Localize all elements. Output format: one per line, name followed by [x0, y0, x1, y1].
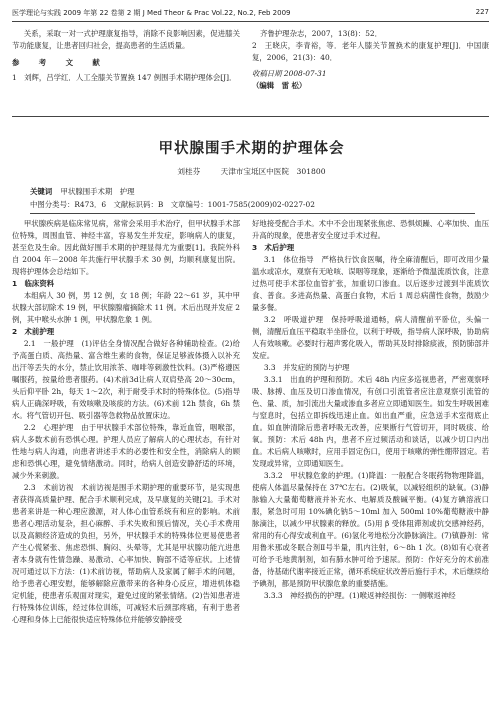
references-heading: 参 考 文 献 — [12, 58, 106, 67]
paragraph: 3.3 并发症的预防与护理 — [263, 363, 350, 372]
page-number: 227 — [475, 8, 489, 16]
author-name: 刘桂芬 — [177, 167, 201, 176]
paragraph: 3.3.2 甲状腺危象的护理。(1)降温：一般配合冬眠药物物理降温，使病人体温尽量保持在 37℃左右。(2)吸氧，以减轻组织的缺氧。(3)静脉输入大量葡萄糖液并补充水、电解质及酸碱平衡。(4)复方碘溶液口服，紧急时可用 10%碘化钠5～10ml 加入 500ml 10%葡萄糖液中静脉滴注，以减少甲状腺素的释放。(5)用 β 受体阻滞剂或抗交感神经药，常用的有心得安或利血平。(6)氢化考地松分次静脉滴注。(7)镇静剂：常用鲁米那或冬眠合剂Ⅱ号半量，肌内注射，6～8h 1 次。(8)如有心衰者可给予毛地黄制剂，如有肺水肿可给予速尿。预防：作好充分的术前准备，待基础代谢率接近正常，循环系统症状改善后施行手术，术后继续给予碘剂，都是预防甲状腺危象的重要措施。 — [252, 471, 489, 588]
top-left-block — [12, 28, 240, 84]
article-divider — [12, 116, 489, 117]
previous-article-tail: 关系，采取一对一式护理康复指导，消除不良影响因素，促进膝关节功能康复，让患者回归社会，提高患者的生活质量。 — [12, 29, 240, 50]
reference-1-cont: 齐鲁护理杂志，2007，13(8)：52． — [260, 29, 382, 38]
reference-2: 2 王晓庆，李青裕，等．老年人膝关节置换术的康复护理[J]．中国康复，2006，21(3)：40． — [252, 41, 489, 62]
received-date: 收稿日期 2008-07-31 — [252, 69, 327, 78]
paragraph: 3.1 体位指导 严格执行饮食医嘱，待全麻清醒后，即可改用少量温水或凉水，观察有无呛咳、误咽等现象，逐渐给予微温流质饮食，注意过热可使手术部位血管扩张，加重切口渗血。以后逐步过渡到半流质饮食、普食。多进高热量、高蛋白食物，术后 1 周总病菌性食物，鼓励少量多餐。 — [252, 255, 489, 312]
paragraph: 3.3.3 神经损伤的护理。(1)喉返神经损伤：一侧喉返神经 — [263, 591, 456, 600]
left-column — [12, 218, 240, 626]
paragraph: 2.1 一般护理 (1)评估全身情况配合做好各种辅助检查。(2)给予高蛋白质、高热量、富含维生素的食物，保证足够液体摄入以补充出汗等丢失的水分，禁止饮用浓茶、咖啡等刺激性饮料。(3)严格遵医嘱服药，按量给患者服药。(4)术前3d让病人双肩垫高 20～30cm，头后仰平卧 2h，每天 1～2次，利于耐受手术时的特殊体位。(5)指导病人正确深呼吸，有效咳嗽及咳痰的方法。(6)术前 12h 禁食，6h 禁水。将气管切开包、吸引器等急救物品放置床边。 — [12, 339, 240, 420]
right-column — [252, 218, 489, 602]
paragraph: 1 临床资料 — [12, 279, 55, 288]
running-header — [12, 6, 489, 20]
keywords: 甲状腺围手术期 护理 — [60, 187, 135, 196]
keywords-label: 关键词 — [30, 187, 53, 196]
paragraph: 2.2 心理护理 由于甲状腺手术部位特殊，靠近血管，咽喉部，病人多数术前有恐惧心理。护理人员应了解病人的心理状态，有针对性地与病人沟通，向患者讲述手术的必要性和安全性，消除病人的顾虑和恐惧心理，避免情绪激动。同时，给病人创造安静舒适的环境，减少外来刺激。 — [12, 423, 240, 480]
affiliation: 天津市宝坻区中医院 301800 — [220, 167, 326, 176]
paragraph: 本组病人 30 例，男 12 例，女 18 例；年龄 22～61 岁，其中甲状腺大部切除术 19 例，甲状腺腺瘤摘除术 11 例。术后出现并发症 2 例，其中喉头水肿 1 例，甲状腺危象 1 例。 — [12, 291, 240, 324]
keywords-line — [30, 186, 475, 197]
author-line — [0, 166, 503, 177]
abstract-rule — [30, 213, 475, 214]
article-title: 甲状腺围手术期的护理体会 — [158, 140, 345, 157]
paragraph: 3.3.1 出血的护理和预防。术后 48h 内应多巡视患者，严密观察呼吸、脉搏、血压及切口渗血情况，有创口引流管者应注意观察引流管的色、量、质，加引流出大量或渗血多者应立即通知医生。如发生呼吸困难与窒息时，包括立即拆线迅速止血。如出血严重，应急送手术室彻底止血。如血肿清除后患者呼吸无改善，应果断行气管切开，同时吸痰、给氧。预防：术后 48h 内，患者不应过频活动和谈话，以减少切口内出血。术后病人咳嗽时，应用手固定伤口，使用于咳嗽的弹性绷带固定。若发现或异常，立即通知医生。 — [252, 375, 489, 468]
paragraph: 好地接受配合手术。术中不会出现紧张焦虑、恐惧烦躁、心率加快、血压升高的现象，使患者安全度过手术过程。 — [252, 219, 489, 240]
journal-info: 医学理论与实践 2009 年第 22 卷第 2 期 J Med Theor & Prac Vol.22, No.2, Feb 2009 — [12, 9, 291, 17]
classification-line: 中图分类号：R473．6 文献标识码：B 文章编号：1001-7585(2009)02-0227-02 — [30, 200, 315, 209]
editor-note: （编辑 雷 松） — [252, 81, 307, 90]
reference-1: 1 刘辉，吕学红．人工全膝关节置换 147 例围手术期护理体会[J]． — [12, 73, 237, 82]
paragraph: 2 术前护理 — [12, 327, 55, 336]
header-rule — [12, 21, 489, 22]
top-right-block — [252, 28, 489, 92]
paragraph: 2.3 术前访视 术前访视是围手术期护理的重要环节，是实现患者获得高质量护理、配合手术顺利完成，及早康复的关键[2]。手术对患者来讲是一种心理应激源，对人体心血管系统有和应的影响。术前患者心理活动复杂，担心麻醉、手术失败和预后情况，关心手术费用以及高额经济造成的负担，另外，甲状腺手术的特殊体位更易使患者产生心慌紧张、焦虑恐惧、胸闷、头晕等，尤其是甲状腺功能亢进患者本身就有性情急躁、易激动、心率加快、胸部不适等症状。上述情况可通过以下方法：(1)术前访视，帮助病人及家属了解手术的问题，给予患者心理安慰，能够解除应激带来的各种身心反应，增进机体稳定机能，使患者乐观面对现实，避免过度的紧张情绪。(2)告知患者进行特殊体位训练，经过体位训练，可减轻术后颈部疼痛，有利于患者心理和身体上已能很快适应特殊体位并能够安静接受 — [12, 483, 240, 624]
paragraph: 3 术后护理 — [252, 243, 295, 252]
paragraph: 甲状腺疾病是临床常见病，常常会采用手术治疗，但甲状腺手术部位特殊，周围血管、神经丰富，容易发生并发症，影响病人的康复，甚至危及生命。因此做好围手术期的护理显得尤为重要[1]。我院外科自 2004 年－2008 年共施行甲状腺手术 30 例，均顺利康复出院。现将护理体会总结如下。 — [12, 219, 240, 276]
paragraph: 3.2 呼吸道护理 保持呼吸道通畅，病人清醒前平卧位，头偏一侧，清醒后血压平稳取半坐卧位，以利于呼吸，指导病人深呼吸，协助病人有效咳嗽。必要时行超声雾化吸入，帮助其及时排除痰液，预防肺部并发症。 — [252, 315, 489, 360]
